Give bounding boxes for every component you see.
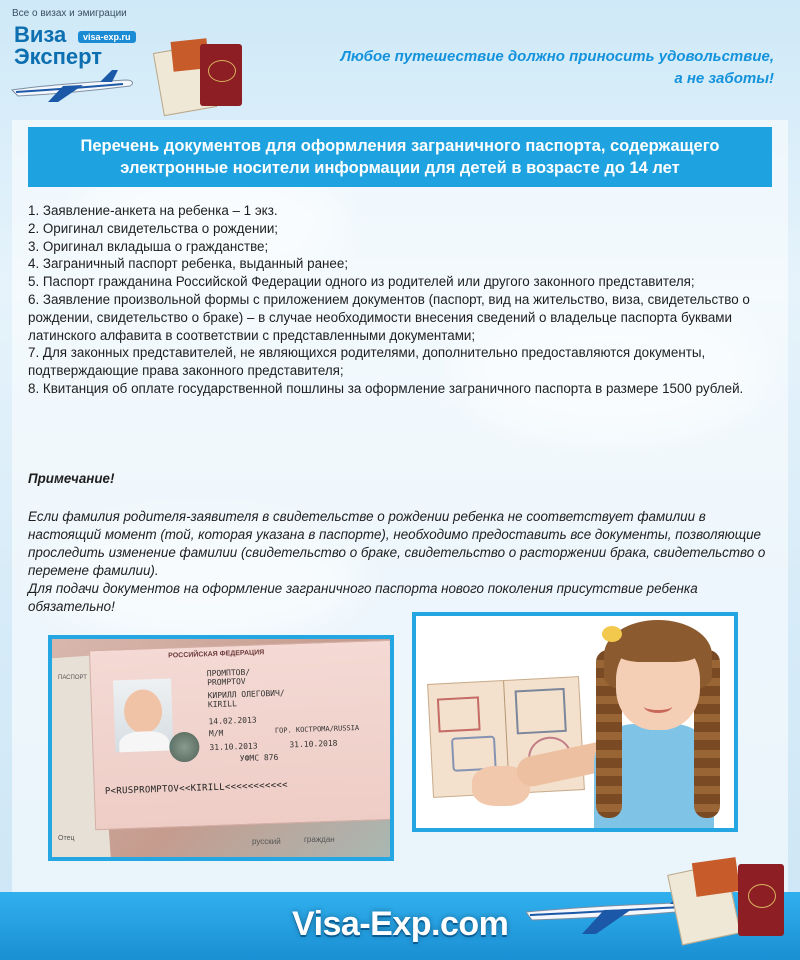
list-item: 1. Заявление-анкета на ребенка – 1 экз.	[28, 203, 278, 218]
girl-with-passport-photo	[412, 612, 738, 832]
passport-place: ГОР. КОСТРОМА/RUSSIA	[274, 723, 360, 735]
passport-page	[89, 640, 394, 830]
note-heading: Примечание!	[28, 471, 115, 486]
slogan	[304, 46, 774, 90]
passport-sex: М/М	[208, 728, 224, 739]
passport-photo	[48, 635, 394, 861]
list-item: 8. Квитанция об оплате государственной пошлины за оформление заграничного паспорта в размере 1500 рублей.	[28, 380, 744, 396]
list-item: 2. Оригинал свидетельства о рождении;	[28, 220, 279, 236]
header	[0, 0, 800, 120]
passport-authority: УФМС 876	[239, 752, 279, 764]
slogan-line-2: а не заботы!	[674, 70, 774, 87]
page-title	[73, 135, 728, 179]
child-photo	[113, 678, 173, 752]
passport-stamp	[169, 732, 200, 763]
passport-name: КИРИЛЛ ОЛЕГОВИЧ/	[207, 688, 285, 701]
documents-list	[28, 202, 776, 398]
title-line-2: электронные носители информации для детей в возрасте до 14 лет	[120, 159, 680, 177]
passport-issue: 31.10.2013	[209, 741, 258, 753]
passport-birth: 14.02.2013	[208, 715, 257, 727]
note-paragraph: Для подачи документов на оформление заграничного паспорта нового поколения присутствие ребенка обязательно!	[28, 581, 698, 614]
note-paragraph: Если фамилия родителя-заявителя в свидетельстве о рождении ребенка не соответствует фамилии в настоящий момент (той, которая указана в паспорте), необходимо предоставить все документы, позволяющие проследить изменение фамилии (свидетельство о браке, свидетельство о расторжении брака, свидетельство о перемене фамилии).	[28, 509, 766, 578]
title-line-1: Перечень документов для оформления заграничного паспорта, содержащего	[80, 137, 720, 155]
logo-site[interactable]: visa-exp.ru	[78, 31, 136, 43]
logo-word-expert[interactable]: Эксперт	[14, 44, 103, 69]
airplane-icon	[8, 60, 138, 105]
passport-country: РОССИЙСКАЯ ФЕДЕРАЦИЯ	[168, 649, 265, 660]
footer-logo[interactable]: Visa-Exp.com	[292, 905, 509, 943]
girl-bangs	[616, 630, 700, 662]
hair-bow	[602, 626, 622, 642]
logo-tagline: Все о визах и эмиграции	[12, 8, 127, 19]
passport-label: Отец	[58, 835, 75, 842]
passport-stack-icon	[668, 854, 788, 944]
girl-smile	[644, 700, 672, 713]
list-item: 5. Паспорт гражданина Российской Федерации одного из родителей или другого законного представителя;	[28, 274, 695, 290]
list-item: 3. Оригинал вкладыша о гражданстве;	[28, 238, 269, 254]
passport-stack-icon	[148, 36, 244, 112]
list-item: 7. Для законных представителей, не являющихся родителями, дополнительно предоставляются документы, подтверждающие права законного представителя;	[28, 345, 706, 379]
passport-expiry: 31.10.2018	[289, 738, 338, 750]
passport-mrz: P<RUSPROMPTOV<<KIRILL<<<<<<<<<<<	[104, 780, 288, 797]
passport-name-lat: KIRILL	[207, 699, 237, 710]
list-item: 6. Заявление произвольной формы с приложением документов (паспорт, вид на жительство, виза, свидетельство о рождении, свидетельство о браке) – в случае необходимости внесения сведений о владельце паспорта буквами латинского алфавита в соответствии с представленными документами;	[28, 291, 750, 343]
passport-label: ПАСПОРТ	[58, 675, 87, 681]
passport-label: русский	[252, 837, 281, 846]
note-body	[28, 508, 778, 616]
list-item: 4. Заграничный паспорт ребенка, выданный ранее;	[28, 256, 349, 272]
passport-surname: ПРОМПТОВ/	[206, 667, 251, 679]
passport-label: граждан	[304, 835, 335, 844]
title-bar	[28, 127, 772, 187]
logo-word-visa[interactable]: Виза	[14, 22, 67, 47]
passport-surname-lat: PROMPTOV	[206, 676, 246, 688]
slogan-line-1: Любое путешествие должно приносить удовольствие,	[340, 48, 774, 65]
